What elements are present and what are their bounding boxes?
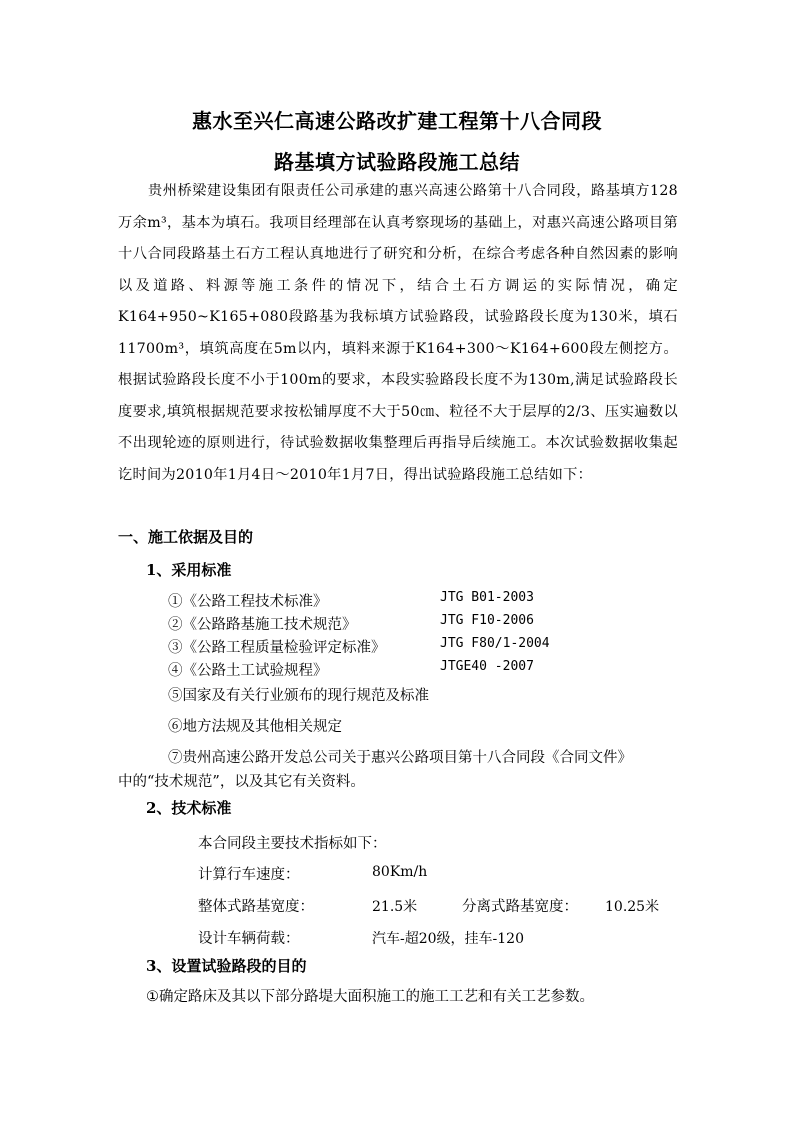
speed-value: 80Km/h [372, 864, 428, 880]
purpose-item-1: ①确定路床及其以下部分路堤大面积施工的施工工艺和有关工艺参数。 [146, 989, 594, 1005]
load-value: 汽车-超20级，挂车-120 [372, 931, 524, 947]
width-value: 21.5米 [372, 899, 418, 915]
standard-item-7: ⑦贵州高速公路开发总公司关于惠兴公路项目第十八合同段《合同文件》 [168, 750, 632, 766]
document-title: 惠水至兴仁高速公路改扩建工程第十八合同段 [192, 109, 602, 133]
standard-row [168, 659, 534, 681]
standard-item-6: ⑥地方法规及其他相关规定 [168, 719, 342, 735]
standard-code: JTG F10-2006 [440, 613, 534, 628]
standard-code: JTG B01-2003 [440, 590, 534, 605]
speed-label: 计算行车速度： [198, 867, 300, 883]
section-heading-basis: 一、施工依据及目的 [118, 528, 254, 546]
subheading-purpose: 3、设置试验路段的目的 [146, 957, 307, 975]
standard-name: ③《公路工程质量检验评定标准》 [168, 640, 386, 656]
document-subtitle: 路基填方试验路段施工总结 [274, 150, 520, 174]
standard-name: ④《公路土工试验规程》 [168, 663, 328, 679]
sep-width-value: 10.25米 [605, 899, 660, 915]
standard-name: ②《公路路基施工技术规范》 [168, 617, 357, 633]
sep-width-label: 分离式路基宽度： [462, 899, 578, 915]
standard-row [168, 636, 550, 658]
standard-row [168, 613, 534, 635]
standard-row [168, 590, 534, 612]
standard-code: JTG F80/1-2004 [440, 636, 550, 651]
standard-code: JTGE40 -2007 [440, 659, 534, 674]
standard-item-5: ⑤国家及有关行业颁布的现行规范及标准 [168, 688, 429, 704]
load-label: 设计车辆荷载： [198, 931, 300, 947]
standard-item-7-cont: 中的“技术规范”，以及其它有关资料。 [118, 774, 365, 790]
tech-intro: 本合同段主要技术指标如下： [198, 836, 387, 852]
subheading-standards: 1、采用标准 [146, 561, 232, 579]
intro-paragraph: 贵州桥梁建设集团有限责任公司承建的惠兴高速公路第十八合同段，路基填方128万余m³，基本为填石。我项目经理部在认真考察现场的基础上，对惠兴高速公路项目第十八合同段路基土石方工程认真地进行了研究和分析，在综合考虑各种自然因素的影响以及道路、料源等施工条件的情况下，结合土石方调运的实际情况，确定K164+950~K165+080段路基为我标填方试验路段，试验路段长度为130米，填石11700m³，填筑高度在5m以内，填料来源于K164+300～K164+600段左侧挖方。根据试验路段长度不小于100m的要求，本段实验路段长度不为130m,满足试验路段长度要求,填筑根据规范要求按松铺厚度不大于50㎝、粒径不大于层厚的2/3、压实遍数以不出现轮迹的原则进行，待试验数据收集整理后再指导后续施工。本次试验数据收集起讫时间为2010年1月4日～2010年1月7日，得出试验路段施工总结如下： [118, 183, 678, 483]
subheading-tech-standards: 2、技术标准 [146, 799, 232, 817]
width-label: 整体式路基宽度： [198, 899, 314, 915]
standard-name: ①《公路工程技术标准》 [168, 594, 328, 610]
